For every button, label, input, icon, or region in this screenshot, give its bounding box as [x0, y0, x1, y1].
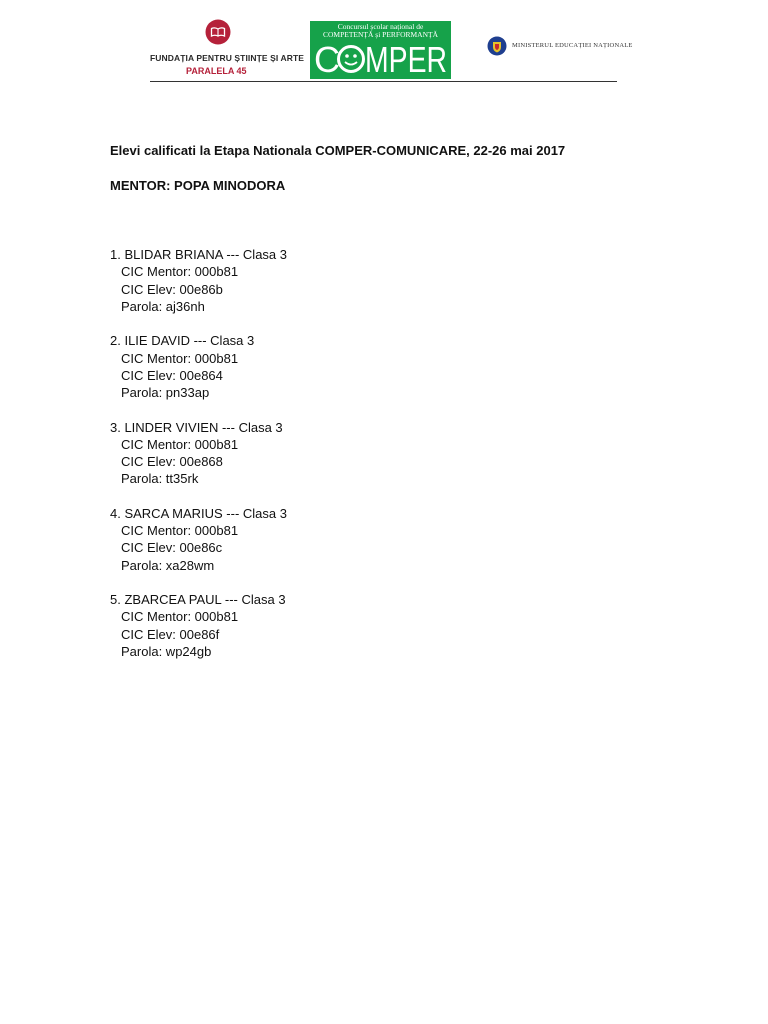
- list-item: [110, 246, 610, 315]
- smiley-icon: [339, 47, 364, 72]
- fundatia-name: FUNDAȚIA PENTRU ȘTIINȚE ȘI ARTE: [150, 53, 305, 63]
- mentor-heading: MENTOR: POPA MINODORA: [110, 178, 286, 193]
- student-name: 1. BLIDAR BRIANA --- Clasa 3: [110, 247, 287, 262]
- cic-elev: CIC Elev: 00e868: [121, 454, 223, 469]
- parola: Parola: xa28wm: [121, 557, 215, 573]
- parola: Parola: tt35rk: [121, 471, 199, 487]
- coat-of-arms-icon: [487, 36, 507, 56]
- list-item: [110, 332, 610, 401]
- comper-tagline-2: COMPETENȚĂ și PERFORMANȚĂ: [322, 30, 438, 39]
- list-item: [110, 419, 610, 488]
- ministry-logo: [487, 35, 633, 59]
- cic-mentor: CIC Mentor: 000b81: [121, 264, 239, 280]
- ministry-name: MINISTERUL EDUCAȚIEI NAȚIONALE: [512, 42, 633, 49]
- document-title: Elevi calificati la Etapa Nationala COMPER-COMUNICARE, 22-26 mai 2017: [110, 143, 566, 158]
- list-item: [110, 591, 610, 660]
- svg-text:C: C: [314, 39, 340, 80]
- cic-mentor: CIC Mentor: 000b81: [121, 350, 239, 366]
- fundatia-logo: [150, 18, 305, 78]
- parola: Parola: wp24gb: [121, 643, 212, 659]
- cic-elev: CIC Elev: 00e864: [121, 367, 223, 383]
- header-divider: [150, 81, 617, 82]
- comper-logo: [310, 21, 451, 79]
- svg-text:MPER: MPER: [365, 39, 447, 80]
- student-name: 2. ILIE DAVID --- Clasa 3: [110, 333, 255, 349]
- cic-mentor: CIC Mentor: 000b81: [121, 609, 239, 625]
- student-name: 5. ZBARCEA PAUL --- Clasa 3: [110, 592, 286, 607]
- letterhead: [150, 10, 633, 82]
- cic-elev: CIC Elev: 00e86b: [121, 281, 223, 297]
- students-list: [110, 246, 610, 677]
- parola: Parola: aj36nh: [121, 298, 205, 314]
- fundatia-subtitle: PARALELA 45: [186, 66, 247, 76]
- student-name: 4. SARCA MARIUS --- Clasa 3: [110, 505, 287, 521]
- parola: Parola: pn33ap: [121, 385, 210, 400]
- cic-mentor: CIC Mentor: 000b81: [121, 436, 239, 452]
- cic-mentor: CIC Mentor: 000b81: [121, 523, 239, 538]
- cic-elev: CIC Elev: 00e86c: [121, 540, 223, 556]
- student-name: 3. LINDER VIVIEN --- Clasa 3: [110, 419, 283, 435]
- book-emblem-icon: [205, 19, 231, 45]
- list-item: [110, 505, 610, 574]
- comper-wordmark: [314, 36, 448, 78]
- comper-tagline-1: Concursul școlar național de: [337, 22, 424, 31]
- cic-elev: CIC Elev: 00e86f: [121, 626, 220, 642]
